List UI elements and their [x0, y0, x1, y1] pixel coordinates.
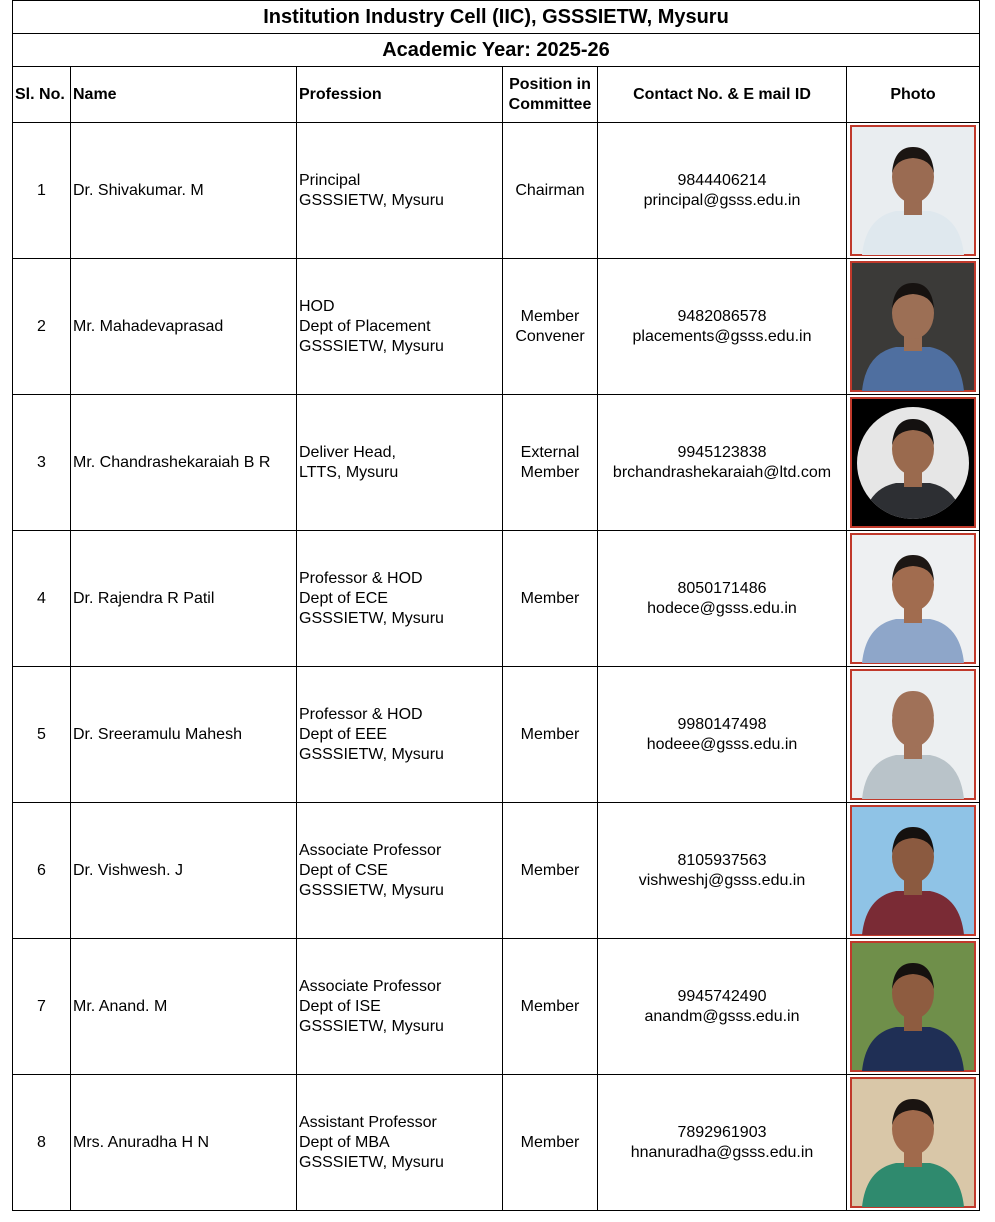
row-sl-no: 2: [13, 259, 71, 395]
row-name: Mrs. Anuradha H N: [71, 1075, 297, 1211]
row-profession: Associate Professor Dept of CSE GSSSIETW, Mysuru: [297, 803, 503, 939]
row-photo: [847, 395, 980, 531]
row-position: Member Convener: [503, 259, 598, 395]
table-row: [13, 803, 980, 939]
row-contact: [598, 259, 847, 395]
table-row: [13, 123, 980, 259]
contact-phone: 9844406214: [677, 171, 767, 189]
contact-phone: 9945742490: [677, 987, 767, 1005]
contact-email: principal@gsss.edu.in: [643, 191, 801, 209]
row-contact: [598, 395, 847, 531]
row-photo: [847, 667, 980, 803]
row-contact: [598, 531, 847, 667]
contact-email: placements@gsss.edu.in: [632, 327, 812, 345]
row-position: Member: [503, 803, 598, 939]
contact-phone: 9980147498: [677, 715, 767, 733]
header-name: Name: [71, 67, 297, 123]
row-position: External Member: [503, 395, 598, 531]
page-title: Institution Industry Cell (IIC), GSSSIETW, Mysuru: [13, 1, 980, 34]
row-name: Dr. Rajendra R Patil: [71, 531, 297, 667]
committee-table: [12, 0, 980, 1211]
row-photo: [847, 803, 980, 939]
row-name: Mr. Mahadevaprasad: [71, 259, 297, 395]
row-name: Dr. Vishwesh. J: [71, 803, 297, 939]
table-row: [13, 395, 980, 531]
contact-email: hodeee@gsss.edu.in: [646, 735, 798, 753]
header-position: Position in Committee: [503, 67, 598, 123]
row-sl-no: 1: [13, 123, 71, 259]
row-photo: [847, 259, 980, 395]
row-profession: Principal GSSSIETW, Mysuru: [297, 123, 503, 259]
portrait-photo: [850, 1077, 976, 1208]
header-sl-no: Sl. No.: [13, 67, 71, 123]
portrait-photo: [850, 261, 976, 392]
row-profession: Associate Professor Dept of ISE GSSSIETW, Mysuru: [297, 939, 503, 1075]
row-position: Chairman: [503, 123, 598, 259]
contact-phone: 8105937563: [677, 851, 767, 869]
row-photo: [847, 123, 980, 259]
portrait-photo: [850, 941, 976, 1072]
table-row: [13, 939, 980, 1075]
row-name: Dr. Shivakumar. M: [71, 123, 297, 259]
portrait-photo: [850, 397, 976, 528]
contact-phone: 7892961903: [677, 1123, 767, 1141]
header-photo: Photo: [847, 67, 980, 123]
header-profession: Profession: [297, 67, 503, 123]
contact-phone: 9482086578: [677, 307, 767, 325]
row-contact: [598, 667, 847, 803]
row-profession: Professor & HOD Dept of EEE GSSSIETW, Mysuru: [297, 667, 503, 803]
table-row: [13, 667, 980, 803]
portrait-photo: [850, 669, 976, 800]
row-profession: Assistant Professor Dept of MBA GSSSIETW, Mysuru: [297, 1075, 503, 1211]
row-contact: [598, 1075, 847, 1211]
row-position: Member: [503, 667, 598, 803]
row-sl-no: 6: [13, 803, 71, 939]
academic-year: Academic Year: 2025-26: [13, 34, 980, 67]
row-profession: HOD Dept of Placement GSSSIETW, Mysuru: [297, 259, 503, 395]
row-profession: Professor & HOD Dept of ECE GSSSIETW, Mysuru: [297, 531, 503, 667]
table-row: [13, 259, 980, 395]
contact-email: vishweshj@gsss.edu.in: [638, 871, 806, 889]
row-photo: [847, 939, 980, 1075]
header-contact: Contact No. & E mail ID: [598, 67, 847, 123]
contact-email: anandm@gsss.edu.in: [644, 1007, 800, 1025]
contact-email: hodece@gsss.edu.in: [647, 599, 797, 617]
table-row: [13, 531, 980, 667]
row-photo: [847, 531, 980, 667]
row-sl-no: 4: [13, 531, 71, 667]
contact-email: hnanuradha@gsss.edu.in: [630, 1143, 814, 1161]
row-sl-no: 8: [13, 1075, 71, 1211]
portrait-photo: [850, 805, 976, 936]
row-contact: [598, 803, 847, 939]
row-contact: [598, 939, 847, 1075]
table-header: [13, 67, 980, 123]
portrait-photo: [850, 533, 976, 664]
table-row: [13, 1075, 980, 1211]
row-position: Member: [503, 939, 598, 1075]
row-profession: Deliver Head, LTTS, Mysuru: [297, 395, 503, 531]
row-position: Member: [503, 1075, 598, 1211]
contact-phone: 8050171486: [677, 579, 767, 597]
row-sl-no: 7: [13, 939, 71, 1075]
row-sl-no: 5: [13, 667, 71, 803]
row-photo: [847, 1075, 980, 1211]
contact-phone: 9945123838: [677, 443, 767, 461]
row-name: Dr. Sreeramulu Mahesh: [71, 667, 297, 803]
row-sl-no: 3: [13, 395, 71, 531]
row-name: Mr. Chandrashekaraiah B R: [71, 395, 297, 531]
contact-email: brchandrashekaraiah@ltd.com: [612, 463, 832, 481]
row-position: Member: [503, 531, 598, 667]
row-name: Mr. Anand. M: [71, 939, 297, 1075]
row-contact: [598, 123, 847, 259]
portrait-photo: [850, 125, 976, 256]
